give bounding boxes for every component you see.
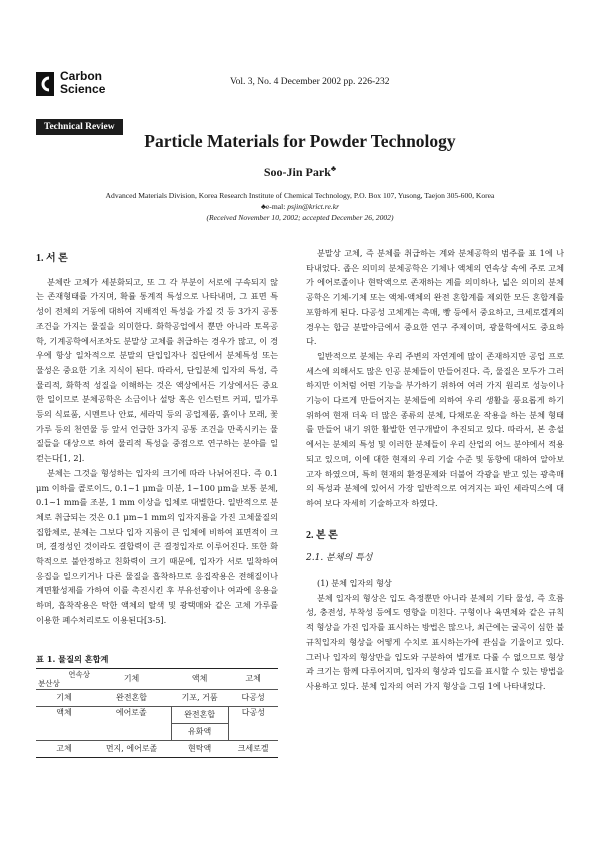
subsection-heading: 2.1. 분체의 특성 — [306, 553, 373, 564]
received-dates: (Received November 10, 2002; accepted December 26, 2002) — [206, 213, 394, 222]
table-cell: 유화액 — [171, 724, 228, 741]
table-cell: 기포, 거품 — [171, 690, 228, 707]
right-paragraph-1: 분말상 고체, 즉 분체를 취급하는 계와 분체공학의 범주를 표 1에 나타내었다. 좁은 의미의 분체공학은 기체나 액체의 연속상 속에 주로 고체가 에어로졸이나 현탁액으로 존재하는 계를 의미하나, 넓은 의미의 분체공학은 기체-기체 또는 액체-액체의 완전 혼합계를 제외한 모든 혼합계를 포함하게 된다. 다공성 고체계는 촉매, 빵 등에서 중요하고, 크세로겔계의 경우는 합금 분말야금에서 중요한 연구 주제이며, 광물학에서도 중요하다. — [306, 248, 564, 347]
email-line — [0, 201, 600, 212]
table-cell: 크세로겔 — [228, 741, 278, 758]
table-cell: 다공성 — [228, 707, 278, 741]
table-row-label: 액체 — [36, 707, 92, 741]
right-paragraph-3: 분체 입자의 형상은 입도 측정뿐만 아니라 분체의 기타 물성, 즉 흐름성, 충전성, 부착성 등에도 영향을 미친다. 구형이나 육면체와 같은 규칙적 형상을 가진 입자를 표시하는 방법은 많으나, 최근에는 굴곡이 심한 불규칙입자의 형상을 어떻게 수치로 표시하는가에 관심을 기울이고 있다. 그러나 입자의 형상만을 입도와 구분하여 별개로 다룰 수 없으므로 형상과 크기는 함께 다루어지며, 입자의 형상과 입도를 표시할 수 있는 방법을 사용하고 있다. 분체 입자의 여러 가지 형상을 그림 1에 나타내었다. — [306, 592, 564, 691]
logo-text — [60, 70, 105, 96]
intro-paragraph-1: 분체란 고체가 세분화되고, 또 그 각 부분이 서로에 구속되지 않는 존재형태를 가지며, 확률 통계적 특성으로 나타내며, 그 표면 특성이 전체의 거동에 대하여 지배적인 특성을 가질 것 등 3가지 공통 조건을 가지는 물질을 의미한다. 화학공업에서 뿐만 아니라 토목공학, 기계공학에서조차도 분말상 고체를 취급하는 경우가 많고, 이 경우에 항상 일차적으로 분말의 단입입자나 집단에서 분체특성 또는 물성은 중요한 기초 지식이 된다. 따라서, 단입분체 입자의 특성, 즉 물리적, 화학적 성질을 이해하는 것은 액상에서든 기상에서든 중요한 일이므로 분체공학은 소금이나 설탕 혹은 인스턴트 커피, 밀가루 등의 식료품, 시멘트나 안료, 세라믹 등의 공업제품, 흙이나 모래, 꽃가루 등의 천연물 등 앞서 언급한 3가지 공통 조건을 만족시키는 물질들을 대상으로 하여 물리적 특성을 중점으로 연구하는 분야를 일컫는다[1, 2]. — [36, 276, 278, 464]
table-cell: 현탁액 — [171, 741, 228, 758]
table-cell: 다공성 — [228, 690, 278, 707]
section-heading-main: 2. 본 론 — [306, 529, 338, 541]
carbon-science-logo-icon — [36, 72, 54, 96]
table-header-solid: 고체 — [228, 669, 278, 690]
table-row-label: 고체 — [36, 741, 92, 758]
table-cell: 완전혼합 — [92, 690, 171, 707]
volume-info: Vol. 3, No. 4 December 2002 pp. 226-232 — [230, 77, 390, 87]
mixture-table — [36, 668, 278, 758]
table-header-gas: 기체 — [92, 669, 171, 690]
section-heading-intro: 1. 서 론 — [36, 253, 68, 264]
table-header-liquid: 액체 — [171, 669, 228, 690]
table-cell: 완전혼합 — [171, 707, 228, 724]
affiliation-block — [0, 190, 600, 223]
sub-heading-shape: (1) 분체 입자의 형상 — [317, 578, 392, 589]
table-cell: 먼지, 에어로졸 — [92, 741, 171, 758]
author-mark: ♣ — [330, 164, 337, 173]
table-caption: 표 1. 물질의 혼합계 — [36, 654, 109, 664]
section-badge: Technical Review — [36, 119, 123, 135]
affiliation: Advanced Materials Division, Korea Research Institute of Chemical Technology, P.O. Box 107, Yusong, Taejon 305-600, Korea — [105, 191, 495, 200]
logo-line2: Science — [60, 82, 106, 96]
logo-line1: Carbon — [60, 69, 102, 83]
left-column — [36, 252, 278, 628]
email-label: ♣e-mal: — [260, 202, 288, 211]
table-cell: 에어로졸 — [92, 707, 171, 741]
journal-logo — [36, 70, 146, 100]
table-corner-cell: 연속상 분산상 — [38, 670, 90, 688]
author-line — [0, 164, 600, 180]
intro-paragraph-2: 분체는 그것을 형성하는 입자의 크기에 따라 나뉘어진다. 즉 0.1 μm 이하를 콜로이드, 0.1~1 μm을 미분, 1~100 μm을 보통 분체, 0.1~1 mm를 조분, 1 mm 이상을 입체로 대별한다. 일반적으로 분체로 취급되는 것은 0.1 μm~1 mm의 입자지름을 가진 고체물질의 집합체로, 분체는 그보다 입자 지름이 큰 입체에 비하여 표면적이 크며, 결정성인 것이라도 결합력이 큰 결정입자로 이루어진다. 또한 화학적으로 불안정하고 친화력이 크기 때문에, 입자가 서로 밀착하여 응집을 일으키거나 다른 물질을 흡착하므로 응집작용은 전해질이나 계면활성제를 가하여 이를 촉진시킨 후 부유선광이나 여과에 응용을 하며, 흡착작용은 탁한 액체의 탈색 및 광택매와 같은 고체 가루를 이용한 폐수처리로도 이용된다[3-5]. — [36, 467, 278, 625]
article-title: Particle Materials for Powder Technology — [144, 131, 456, 151]
table-row-label: 기체 — [36, 690, 92, 707]
right-column — [306, 246, 564, 694]
right-paragraph-2: 일반적으로 분체는 우리 주변의 자연계에 많이 존재하지만 공업 프로세스에 의해서도 많은 인공 분체들이 만들어진다. 즉, 물질은 모두가 그러하지만 이처럼 어떤 기능을 부가하기 위하여 여러 가지 원리로 성능이나 기능이 다르게 만들어지는 분체들에 의하여 우리 생활을 풍요롭게 하기 위하여 현재 더욱 더 많은 종류의 분체, 다채로운 작용을 하는 분체 형태를 만들어 내기 위한 활발한 연구개발이 추진되고 있다. 따라서, 본 총설에서는 분체의 특성 및 이러한 분체들이 우리 산업의 어느 분야에서 적용되고 있으며, 이에 대한 현재의 우리 기술 수준 및 동향에 대하여 알아보고자 하였으며, 특히 현재의 환경문제와 더불어 각광을 받고 있는 광촉매의 특성과 분체에 있어서 가장 일반적으로 여겨지는 파인 세라믹스에 대하여 보다 자세히 기술하고자 하였다. — [306, 350, 564, 508]
author-name: Soo-Jin Park — [263, 165, 331, 179]
email-address[interactable]: psjin@krict.re.kr — [287, 202, 340, 211]
